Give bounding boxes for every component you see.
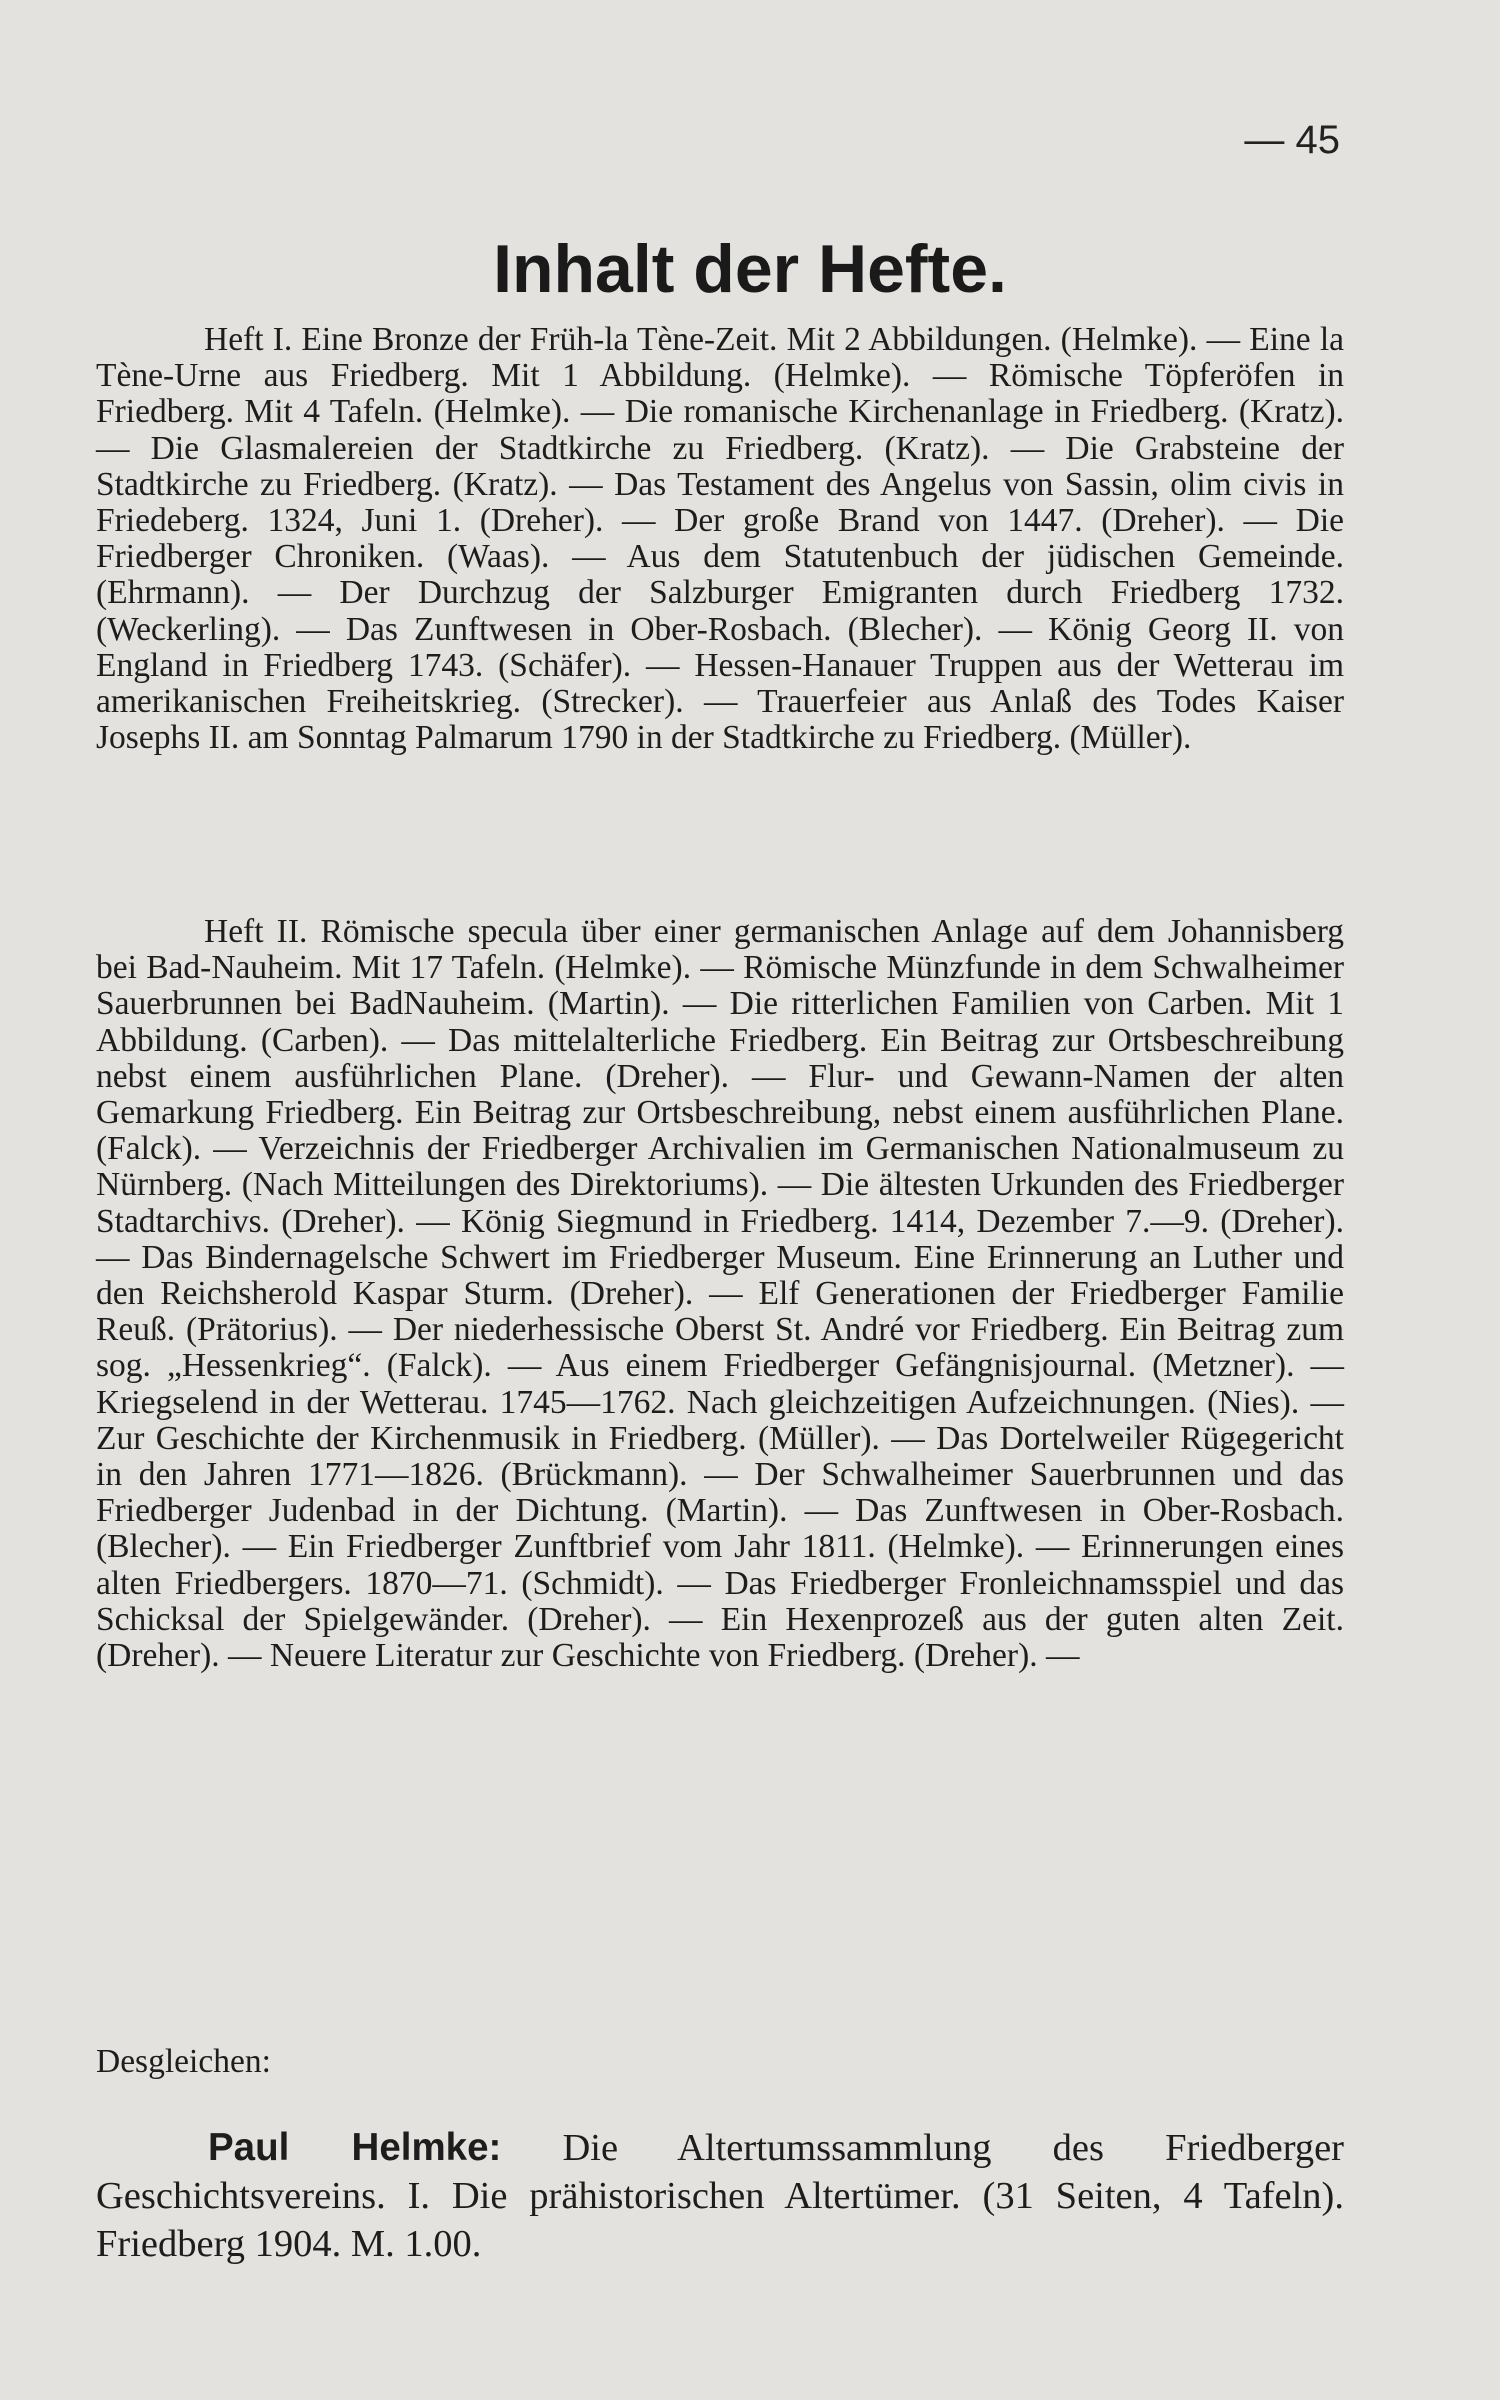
page-title: Inhalt der Hefte. <box>493 231 1007 307</box>
heft-2-contents: Heft II. Römische specula über einer germanischen Anlage auf dem Johannisberg bei Bad-Nauheim. Mit 17 Tafeln. (Helmke). — Römische Münzfunde in dem Schwalheimer Sauerbrunnen bei BadNauheim. (Martin). — Die ritterlichen Familien von Carben. Mit 1 Abbildung. (Carben). — Das mittelalterliche Friedberg. Ein Beitrag zur Ortsbeschreibung nebst einem ausführlichen Plane. (Dreher). — Flur- und Gewann-Namen der alten Gemarkung Friedberg. Ein Beitrag zur Ortsbeschreibung, nebst einem ausführlichen Plane. (Falck). — Verzeichnis der Friedberger Archivalien im Germanischen Nationalmuseum zu Nürnberg. (Nach Mitteilungen des Direktoriums). — Die ältesten Urkunden des Friedberger Stadtarchivs. (Dreher). — König Siegmund in Friedberg. 1414, Dezember 7.—9. (Dreher). — Das Bindernagelsche Schwert im Friedberger Museum. Eine Erinnerung an Luther und den Reichsherold Kaspar Sturm. (Dreher). — Elf Generationen der Friedberger Familie Reuß. (Prätorius). — Der niederhessische Oberst St. André vor Friedberg. Ein Beitrag zum sog. „Hessenkrieg“. (Falck). — Aus einem Friedberger Gefängnisjournal. (Metzner). — Kriegselend in der Wetterau. 1745—1762. Nach gleichzeitigen Aufzeichnungen. (Nies). — Zur Geschichte der Kirchenmusik in Friedberg. (Müller). — Das Dortelweiler Rügegericht in den Jahren 1771—1826. (Brückmann). — Der Schwalheimer Sauerbrunnen und das Friedberger Judenbad in der Dichtung. (Martin). — Das Zunftwesen in Ober-Rosbach. (Blecher). — Ein Friedberger Zunftbrief vom Jahr 1811. (Helmke). — Erinnerungen eines alten Friedbergers. 1870—71. (Schmidt). — Das Friedberger Fronleichnamsspiel und das Schicksal der Spielgewänder. (Dreher). — Ein Hexenprozeß aus der guten alten Zeit. (Dreher). — Neuere Literatur zur Geschichte von Friedberg. (Dreher). — <box>96 913 1344 1675</box>
heft-1-contents: Heft I. Eine Bronze der Früh-la Tène-Zeit. Mit 2 Abbildungen. (Helmke). — Eine la Tène-Urne aus Friedberg. Mit 1 Abbildung. (Helmke). — Römische Töpferöfen in Friedberg. Mit 4 Tafeln. (Helmke). — Die romanische Kirchenanlage in Friedberg. (Kratz). — Die Glasmalereien der Stadtkirche zu Friedberg. (Kratz). — Die Grabsteine der Stadtkirche zu Friedberg. (Kratz). — Das Testament des Angelus von Sassin, olim civis in Friedeberg. 1324, Juni 1. (Dreher). — Der große Brand von 1447. (Dreher). — Die Friedberger Chroniken. (Waas). — Aus dem Statutenbuch der jüdischen Gemeinde. (Ehrmann). — Der Durchzug der Salzburger Emigranten durch Friedberg 1732. (Weckerling). — Das Zunftwesen in Ober-Rosbach. (Blecher). — König Georg II. von England in Friedberg 1743. (Schäfer). — Hessen-Hanauer Truppen aus der Wetterau im amerikanischen Freiheitskrieg. (Strecker). — Trauerfeier aus Anlaß des Todes Kaiser Josephs II. am Sonntag Palmarum 1790 in der Stadtkirche zu Friedberg. (Müller). <box>96 321 1344 757</box>
book-description: Die Altertumssammlung des Friedberger Geschichtsvereins. I. Die prähistorischen Altertümer. (31 Seiten, 4 Tafeln). Friedberg 1904. M. 1.00. <box>96 2127 1344 2265</box>
desgleichen-label: Desgleichen: <box>96 2043 271 2080</box>
book-author: Paul Helmke: <box>208 2126 502 2169</box>
page-number: — 45 <box>1244 118 1340 162</box>
book-entry <box>96 2124 1344 2268</box>
